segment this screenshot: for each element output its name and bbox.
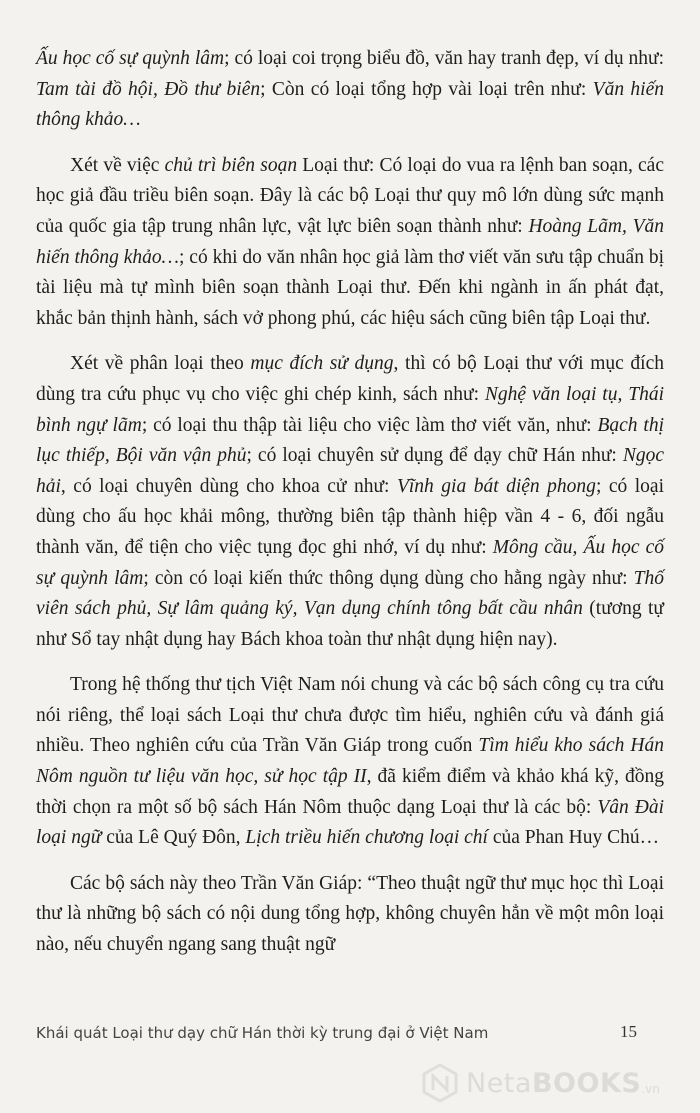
text-run: ; còn có loại kiến thức thông dụng dùng cho hằng ngày như: — [143, 567, 634, 589]
text-run: ; có loại coi trọng biểu đồ, văn hay tranh đẹp, ví dụ như: — [224, 48, 664, 69]
text-run: ; có loại dùng cho ấu học khải mông, thường biên tập thành hiệp vần 4 - 6, đối ngẫu thành văn, để tiện cho việc tụng đọc ghi nhớ, ví dụ như: — [36, 475, 664, 558]
text-run: ; có khi do văn nhân học giả làm thơ viết văn sưu tập chuẩn bị tài liệu mà tự mình biên soạn thành Loại thư. Đến khi ngành in ấn phát đạt, khắc bản thịnh hành, sách vở phong phú, các hiệu sách cũng biên tập Loại thư. — [36, 246, 665, 329]
text-run: Xét về phân loại theo — [70, 353, 251, 375]
text-run: , có loại chuyên dùng cho khoa cử như: — [60, 475, 397, 497]
italic-title: Văn hiến thông khảo… — [36, 78, 664, 131]
italic-title: Thố viên sách phủ, Sự lâm quảng ký, Vạn dụng chính tông bất cầu nhân — [36, 567, 664, 620]
text-run: của Phan Huy Chú… — [487, 827, 660, 849]
page-number: 15 — [620, 1022, 637, 1041]
italic-title: chủ trì biên soạn — [164, 154, 298, 176]
watermark-brand-prefix: Neta — [466, 1067, 532, 1099]
italic-title: Vân Đài loại ngữ — [36, 796, 664, 849]
italic-title: Bạch thị lục thiếp, Bội văn vận phủ — [36, 414, 664, 467]
watermark-suffix: .vn — [641, 1082, 660, 1096]
watermark — [420, 1060, 692, 1106]
text-run: Các bộ sách này theo Trần Văn Giáp: “Theo thuật ngữ thư mục học thì Loại thư là những bộ sách có nội dung tổng hợp, không chuyên hẳn về một môn loại nào, nếu chuyển ngang sang thuật ngữ — [36, 872, 664, 956]
text-run: (tương tự như Sổ tay nhật dụng hay Bách khoa toàn thư nhật dụng hiện nay). — [36, 598, 664, 650]
running-footer-title: Khái quát Loại thư dạy chữ Hán thời kỳ trung đại ở Việt Nam — [36, 1024, 489, 1042]
italic-title: Ngọc hải — [36, 445, 665, 497]
text-run: Xét về việc — [70, 154, 165, 176]
italic-title: Vĩnh gia bát diện phong — [396, 475, 596, 497]
paragraph — [36, 44, 664, 136]
italic-title: Ấu học cố sự quỳnh lâm — [36, 48, 225, 69]
text-run: , đã kiểm điểm và khảo khá kỹ, đồng thời chọn ra một số bộ sách Hán Nôm thuộc dạng Loại thư là các bộ: — [36, 766, 664, 818]
italic-title: Lịch triều hiến chương loại chí — [245, 827, 488, 849]
page-body — [36, 44, 664, 976]
watermark-brand-main: BOOKS — [531, 1067, 642, 1099]
text-run: ; có loại thu thập tài liệu cho việc làm thơ viết văn, như: — [141, 414, 598, 436]
text-run: , thì có bộ Loại thư với mục đích dùng tra cứu phục vụ cho việc ghi chép kinh, sách như: — [36, 353, 664, 405]
italic-title: Nghệ văn loại tụ, Thái bình ngự lãm — [36, 383, 665, 436]
text-run: Loại thư: Có loại do vua ra lệnh ban soạn, các học giả đầu triều biên soạn. Đây là các bộ Loại thư quy mô lớn dùng sức mạnh của quốc gia tập trung nhân lực, vật lực biên soạn thành như: — [36, 154, 664, 237]
paragraph — [36, 349, 664, 655]
italic-title: Tìm hiểu kho sách Hán Nôm nguồn tư liệu văn học, sử học tập II — [36, 735, 664, 788]
paragraph — [36, 869, 664, 961]
italic-title: Tam tài đồ hội, Đồ thư biên — [36, 78, 261, 100]
paragraph — [36, 670, 664, 854]
paragraph — [36, 151, 664, 335]
text-run: ; có loại chuyên sử dụng để dạy chữ Hán như: — [246, 445, 623, 467]
text-run: Trong hệ thống thư tịch Việt Nam nói chung và các bộ sách công cụ tra cứu nói riêng, thể loại sách Loại thư chưa được tìm hiểu, nghiên cứu và đánh giá nhiều. Theo nghiên cứu của Trần Văn Giáp trong cuốn — [36, 674, 664, 757]
italic-title: Mông cầu, Ấu học cố sự quỳnh lâm — [36, 536, 665, 589]
text-run: ; Còn có loại tổng hợp vài loại trên như: — [260, 78, 593, 100]
italic-title: mục đích sử dụng — [250, 353, 394, 375]
netabooks-logo-icon — [420, 1063, 460, 1103]
text-run: của Lê Quý Đôn, — [101, 827, 246, 849]
watermark-brand — [466, 1068, 641, 1099]
italic-title: Hoàng Lãm, Văn hiến thông khảo… — [36, 215, 664, 268]
